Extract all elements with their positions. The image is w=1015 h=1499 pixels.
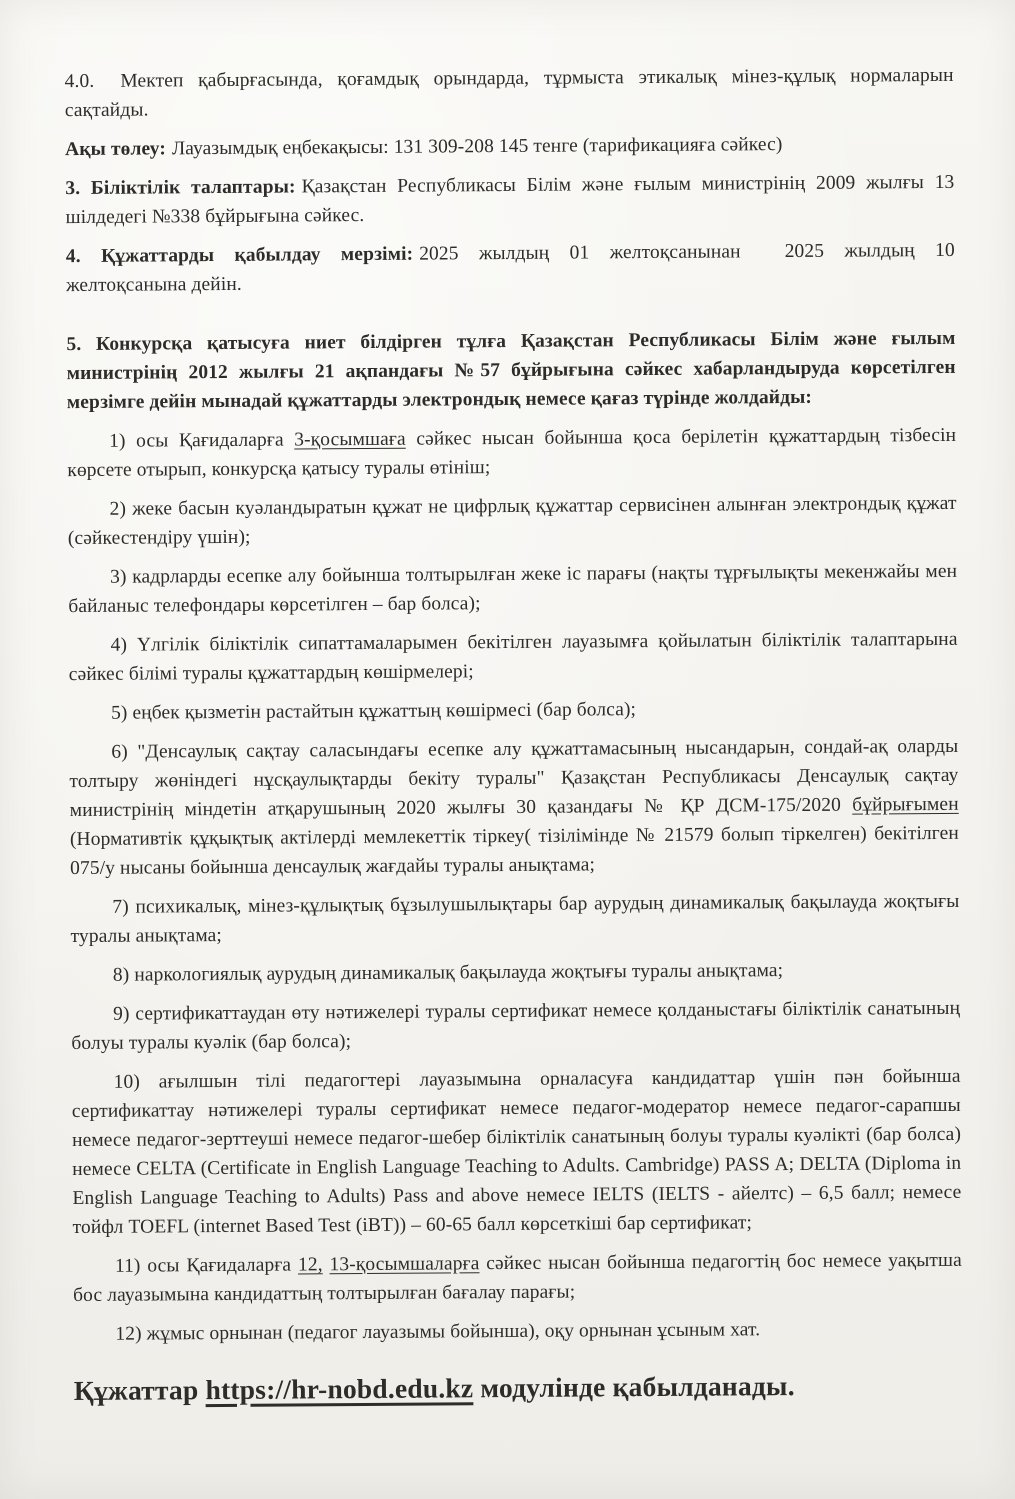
qualification-text: Қазақстан Республикасы Білім және ғылым министрінің 2009 жылғы 13 шілдедегі №338 бұйрығына сәйкес. — [65, 171, 955, 229]
list-item-5: 5) еңбек қызметін растайтын құжаттың көшірмесі (бар болса); — [110, 699, 637, 724]
list-item-1-text-rest: сәйкес нысан бойынша қоса берілетін құжаттардың тізбесін көрсете отырып, конкурсқа қатысу туралы өтініш; — [67, 424, 957, 482]
qualification-label: 3. Біліктілік талаптары: — [65, 176, 296, 200]
footer-line — [74, 1367, 963, 1409]
section-5-heading: 5. Конкурсқа қатысуға ниет білдірген тұлға Қазақстан Республикасы Білім және ғылым министрінің 2012 жылғы 21 ақпандағы №57 бұйрығына сәйкес хабарландыруда көрсетілген мерзімге дейін мынадай құжаттарды электрондық немесе қағаз түрінде жолдайды: — [66, 327, 956, 414]
paragraph-4-0-text: Мектеп қабырғасында, қоғамдық орындарда, тұрмыста этикалық мінез-құлық нормаларын сақтайды. — [64, 64, 954, 122]
footer-text-pre: Құжаттар — [73, 1374, 206, 1407]
deadline-label: 4. Құжаттарды қабылдау мерзімі: — [65, 243, 414, 268]
list-item-4: 4) Үлгілік біліктілік сипаттамаларымен бекітілген лауазымға қойылатын біліктілік талаптарына сәйкес білімі туралы құжаттардың көшірмелері; — [68, 628, 958, 686]
list-item-1-appendix-ref: 3-қосымшаға — [294, 428, 406, 451]
list-item-6 — [69, 732, 959, 883]
list-item-11-text: 11) осы Қағидаларға — [114, 1254, 299, 1277]
paragraph-4-0 — [65, 61, 954, 125]
list-item-6-text-rest: (Нормативтік құқықтық актілерді мемлекеттік тіркеу( тізілімінде № 21579 болып тіркелген) бекітілген 075/у нысаны бойынша денсаулық жағдайы туралы анықтама; — [69, 822, 959, 880]
salary-text: Лауазымдық еңбекақысы: 131 309-208 145 тенге (тарификацияға сәйкес) — [171, 134, 783, 160]
list-item-12: 12) жұмыс орнынан (педагог лауазымы бойынша), оқу орнынан ұсыным хат. — [115, 1319, 761, 1345]
list-item-1 — [67, 421, 956, 485]
qualification-line — [65, 168, 954, 232]
footer-link: https://hr-nobd.edu.kz — [205, 1372, 474, 1406]
list-item-11-appendix-ref-13: 13-қосымшаларға — [329, 1253, 480, 1276]
salary-line — [65, 129, 954, 164]
list-item-6-order-ref: бұйрығымен — [852, 793, 959, 816]
footer-text-post: модулінде қабылданады. — [473, 1370, 795, 1404]
paragraph-4-0-number: 4.0. — [64, 70, 95, 93]
deadline-line — [66, 236, 955, 300]
deadline-from: 2025 жылдың 01 желтоқсанынан — [419, 241, 741, 265]
salary-label: Ақы төлеу: — [65, 138, 167, 161]
list-item-3: 3) кадрларды есепке алу бойынша толтырылған жеке іс парағы (нақты тұрғылықты мекенжайы мен байланыс телефондары көрсетілген – бар болса); — [68, 560, 958, 618]
list-item-11-appendix-ref-12: 12, — [297, 1254, 323, 1276]
list-item-11 — [73, 1246, 962, 1310]
list-item-11-text-rest: сәйкес нысан бойынша педагогтің бос немесе уақытша бос лауазымына кандидаттың толтырылған бағалау парағы; — [73, 1249, 962, 1307]
list-item-7: 7) психикалық, мінез-құлықтық бұзылушылықтары бар аурудың динамикалық бақылауда жоқтығы туралы анықтама; — [70, 890, 960, 948]
list-item-2: 2) жеке басын куәландыратын құжат не цифрлық құжаттар сервисінен алынған электрондық құжат (сәйкестендіру үшін); — [67, 492, 957, 550]
list-item-1-text: 1) осы Қағидаларға — [109, 429, 295, 452]
list-item-6-text: 6) "Денсаулық сақтау саласындағы есепке алу құжаттамасының нысандарын, сондай-ақ оларды толтыру жөніндегі нұсқаулықтарды бекіту туралы" Қазақстан Республикасы Денсаулық сақтау министрінің міндетін атқарушының 2020 жылғы 30 қазандағы № ҚР ДСМ-175/2020 — [69, 735, 959, 822]
list-item-9: 9) сертификаттаудан өту нәтижелері туралы сертификат немесе қолданыстағы біліктілік санатының болуы туралы куәлік (бар болса); — [71, 997, 961, 1055]
list-item-10: 10) ағылшын тілі педагогтері лауазымына орналасуға кандидаттар үшін пән бойынша сертификаттау нәтижелері туралы сертификат немесе педагог-модератор немесе педагог-сарапшы немесе педагог-зерттеуші немесе педагог-шебер біліктілік санатының болуы туралы куәлікті (бар болса) немесе CELTA (Certificate in English Language Teaching to Adults. Cambridge) PASS A; DELTA (Diploma in English Language Teaching to Adults) Pass and above немесе IELTS (IELTS - айелтс) – 6,5 балл; немесе тойфл TOEFL (internet Based Test (iBT)) – 60-65 балл көрсеткіші бар сертификат; — [71, 1065, 962, 1239]
deadline-to: 2025 жылдың 10 желтоқсанына дейін. — [65, 239, 955, 297]
list-item-8: 8) наркологиялық аурудың динамикалық бақылауда жоқтығы туралы анықтама; — [112, 960, 784, 986]
